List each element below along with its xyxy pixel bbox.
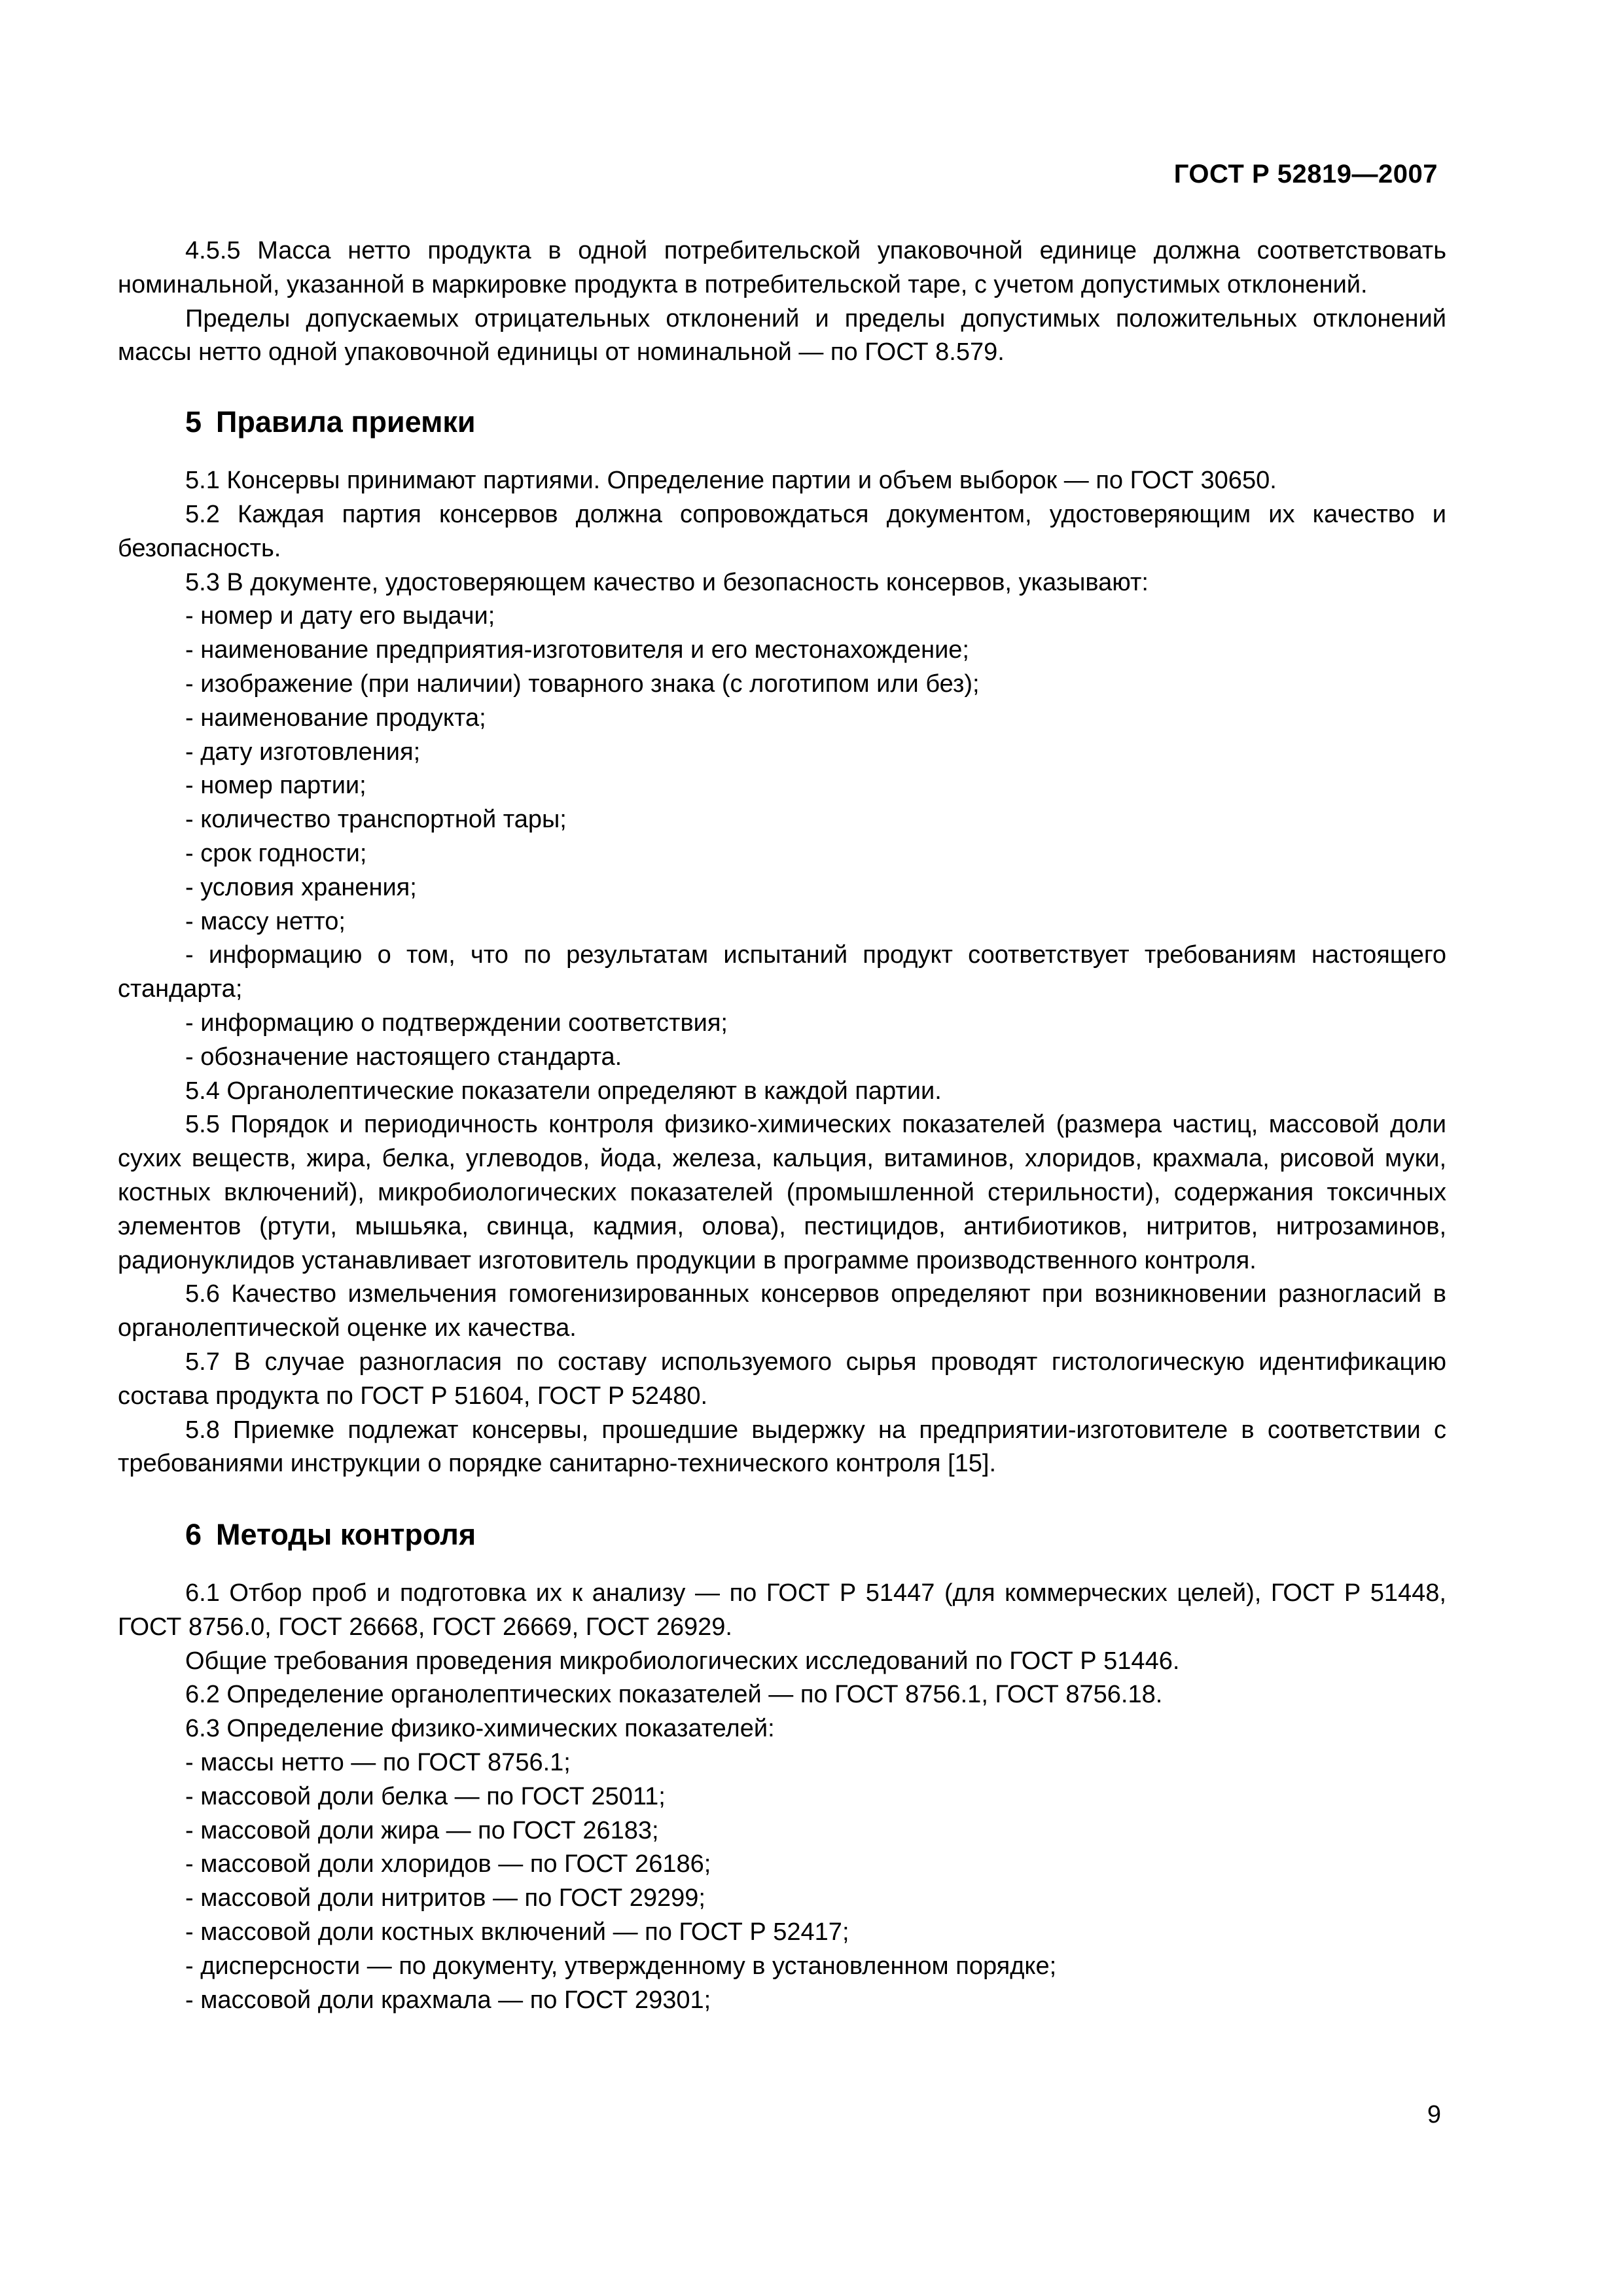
paragraph-5-4: 5.4 Органолептические показатели определяют в каждой партии. bbox=[185, 1077, 942, 1105]
paragraph-5-6: 5.6 Качество измельчения гомогенизированных консервов определяют при возникновении разногласий в органолептической оценке их качества. bbox=[118, 1280, 1446, 1342]
section-5-title: Правила приемки bbox=[216, 405, 476, 439]
list-item: - дисперсности — по документу, утвержденному в установленном порядке; bbox=[185, 1952, 1057, 1980]
paragraph-6-1: 6.1 Отбор проб и подготовка их к анализу — по ГОСТ Р 51447 (для коммерческих целей), ГОСТ Р 51448, ГОСТ 8756.0, ГОСТ 26668, ГОСТ 26669, ГОСТ 26929. bbox=[118, 1579, 1446, 1641]
list-item: - массы нетто — по ГОСТ 8756.1; bbox=[185, 1749, 571, 1777]
page-content bbox=[118, 234, 1446, 2017]
paragraph-deviation-limits: Пределы допускаемых отрицательных отклонений и пределы допустимых положительных отклонений массы нетто одной упаковочной единицы от номинальной — по ГОСТ 8.579. bbox=[118, 304, 1446, 367]
paragraph-5-3: 5.3 В документе, удостоверяющем качество и безопасность консервов, указывают: bbox=[185, 568, 1149, 596]
list-item: - срок годности; bbox=[185, 839, 367, 867]
list-item: - наименование продукта; bbox=[185, 704, 486, 732]
list-item: - условия хранения; bbox=[185, 873, 417, 901]
list-item: - номер и дату его выдачи; bbox=[185, 602, 495, 630]
list-item: - массовой доли костных включений — по ГОСТ Р 52417; bbox=[185, 1918, 849, 1946]
paragraph-5-1: 5.1 Консервы принимают партиями. Определение партии и объем выборок — по ГОСТ 30650. bbox=[185, 467, 1277, 495]
list-item: - количество транспортной тары; bbox=[185, 806, 567, 834]
list-item: - дату изготовления; bbox=[185, 738, 421, 766]
paragraph-5-7: 5.7 В случае разногласия по составу используемого сырья проводят гистологическую идентификацию состава продукта по ГОСТ Р 51604, ГОСТ Р 52480. bbox=[118, 1348, 1446, 1410]
list-5-3 bbox=[118, 600, 1446, 1074]
list-item: - массу нетто; bbox=[185, 907, 346, 935]
list-item: - информацию о подтверждении соответствия; bbox=[185, 1009, 728, 1037]
paragraph-microbiology: Общие требования проведения микробиологических исследований по ГОСТ Р 51446. bbox=[185, 1647, 1180, 1675]
list-item: - номер партии; bbox=[185, 772, 366, 800]
document-code: ГОСТ Р 52819—2007 bbox=[1173, 160, 1438, 188]
list-item: - массовой доли жира — по ГОСТ 26183; bbox=[185, 1816, 659, 1844]
paragraph-4-5-5: 4.5.5 Масса нетто продукта в одной потребительской упаковочной единице должна соответствовать номинальной, указанной в маркировке продукта в потребительской таре, с учетом допустимых отклонений. bbox=[118, 237, 1446, 298]
page-number: 9 bbox=[1427, 2101, 1441, 2128]
section-6-heading bbox=[118, 1515, 1446, 1554]
list-6-3 bbox=[118, 1746, 1446, 2017]
section-5-heading bbox=[118, 403, 1446, 442]
section-6-number: 6 bbox=[185, 1518, 202, 1552]
list-item: - массовой доли белка — по ГОСТ 25011; bbox=[185, 1782, 666, 1810]
list-item: - изображение (при наличии) товарного знака (с логотипом или без); bbox=[185, 670, 980, 698]
paragraph-5-2: 5.2 Каждая партия консервов должна сопровождаться документом, удостоверяющим их качество и безопасность. bbox=[118, 500, 1446, 562]
section-6-title: Методы контроля bbox=[216, 1518, 476, 1552]
paragraph-5-5: 5.5 Порядок и периодичность контроля физико-химических показателей (размера частиц, массовой доли сухих веществ, жира, белка, углеводов, йода, железа, кальция, витаминов, хлоридов, крахмала, рисовой муки, костных включений), микробиологических показателей (промышленной стерильности), содержания токсичных элементов (ртути, мышьяка, свинца, кадмия, олова), пестицидов, антибиотиков, нитритов, нитрозаминов, радионуклидов устанавливает изготовитель продукции в программе производственного контроля. bbox=[118, 1111, 1446, 1274]
list-item: - массовой доли хлоридов — по ГОСТ 26186; bbox=[185, 1850, 711, 1878]
section-5-number: 5 bbox=[185, 405, 202, 439]
list-item: - наименование предприятия-изготовителя и его местонахождение; bbox=[185, 636, 969, 664]
list-item: - информацию о том, что по результатам испытаний продукт соответствует требованиям настоящего стандарта; bbox=[118, 941, 1446, 1003]
paragraph-6-3: 6.3 Определение физико-химических показателей: bbox=[185, 1715, 775, 1743]
paragraph-6-2: 6.2 Определение органолептических показателей — по ГОСТ 8756.1, ГОСТ 8756.18. bbox=[185, 1681, 1163, 1709]
list-item: - массовой доли нитритов — по ГОСТ 29299; bbox=[185, 1884, 705, 1912]
list-item: - массовой доли крахмала — по ГОСТ 29301; bbox=[185, 1986, 711, 2014]
list-item: - обозначение настоящего стандарта. bbox=[185, 1043, 622, 1071]
paragraph-5-8: 5.8 Приемке подлежат консервы, прошедшие выдержку на предприятии-изготовителе в соответствии с требованиями инструкции о порядке санитарно-технического контроля [15]. bbox=[118, 1416, 1446, 1478]
